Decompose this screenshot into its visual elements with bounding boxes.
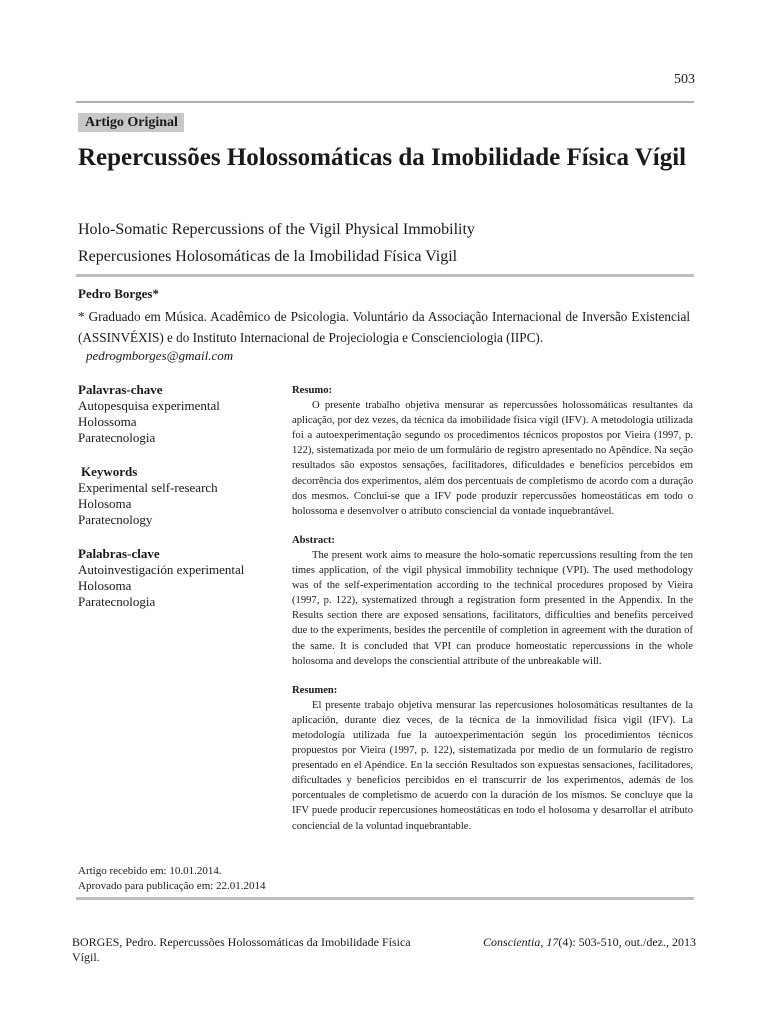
keywords-spanish [78, 546, 278, 610]
keywords-heading: Keywords [81, 464, 138, 479]
abstracts-column [292, 383, 693, 848]
subtitle-english: Holo-Somatic Repercussions of the Vigil Physical Immobility [78, 221, 475, 238]
keywords-portuguese [78, 382, 278, 446]
page-number: 503 [674, 72, 695, 87]
keyword-item: Experimental self-research [78, 480, 218, 495]
keyword-item: Paratecnologia [78, 430, 156, 445]
received-date: Artigo recebido em: 10.01.2014. [78, 865, 222, 877]
author-affiliation: * Graduado em Música. Acadêmico de Psicologia. Voluntário da Associação Internacional de Inversão Existencial (ASSINVÉXIS) e do Instituto Internacional de Projeciologia e Conscienciologia (IIPC). [78, 309, 690, 345]
keyword-item: Autopesquisa experimental [78, 398, 220, 413]
abstract-heading: Abstract: [292, 534, 335, 546]
article-dates [78, 864, 288, 894]
abstract-text: El presente trabajo objetiva mensurar las repercusiones holosomáticas resultantes de la aplicación, durante diez veces, de la técnica de la inmovilidad física vigil (IFV). La metodología utilizada fue la autoexperimentación según los procedimientos técnicos propuestos por Vieira (1997, p. 122), sistematizada por medio de un formulario de registro presentado en el Apéndice. En la sección Resultados son expuestas sensaciones, facilitadores, dificultades y beneficios percibidos en el transcurrir de los experimentos, además de los porcentuales de completismo de acuerdo con la duración de los mismos. Se concluye que la IFV puede producir repercusiones homeostáticas en todo el holosoma y desarrollar el atributo conciencial de la voluntad inquebrantable. [292, 699, 693, 832]
keyword-item: Paratecnologia [78, 594, 156, 609]
keywords-heading: Palavras-chave [78, 382, 163, 397]
author-email-link[interactable]: pedrogmborges@gmail.com [86, 348, 234, 363]
abstract-heading: Resumen: [292, 684, 338, 696]
abstract-text: O presente trabalho objetiva mensurar as repercussões holossomáticas resultantes da aplicação, por dez vezes, da técnica da imobilidade física vígil (IFV). A metodologia utilizada foi a autoexperimentação segundo os procedimentos técnicos propostos por Vieira (1997, p. 122), sistematizada por meio de um formulário de registro apresentado no Apêndice. Na seção resultados são expostos sensações, facilitadores, dificuldades e benefícios percebidos em decorrência dos experimentos, além dos percentuais de completismo de acordo com a duração dos mesmos. Conclui-se que a IFV pode produzir repercussões homeostáticas em todo o holossoma e desenvolver o atributo consciencial da vontade inquebrantável. [292, 400, 693, 517]
author-name: Pedro Borges* [78, 286, 159, 301]
article-title: Repercussões Holossomáticas da Imobilidade Física Vígil [78, 144, 687, 171]
journal-volume: 17 [546, 935, 559, 949]
header-divider [76, 101, 694, 103]
keyword-item: Holossoma [78, 414, 137, 429]
footer-divider [76, 897, 694, 900]
abstract-english [292, 533, 693, 669]
journal-name: Conscientia [483, 935, 541, 949]
footer-journal-reference: Conscientia, 17(4): 503-510, out./dez., 2013 [483, 935, 696, 949]
abstract-text: The present work aims to measure the holo-somatic repercussions resulting from the ten times application, of the vigil physical immobility technique (VPI). The used methodology was of the self-experimentation according to the technical procedures proposed by Vieira (1997, p. 122), systematized through a registration form presented in the Appendix. In the Results section there are exposed sensations, facilitators, difficulties and benefits perceived due to the experiments, besides the percentile of completion in agreement with the duration of the same. It is concluded that VPI can produce homeostatic repercussions in the whole holosoma and develops the consciential attribute of the unbreakable will. [292, 549, 693, 667]
section-badge: Artigo Original [78, 113, 184, 132]
title-divider [76, 274, 694, 277]
journal-issue-pages: (4): 503-510, out./dez., 2013 [558, 935, 696, 949]
keyword-item: Autoinvestigación experimental [78, 562, 245, 577]
keywords-heading: Palabras-clave [78, 546, 160, 561]
abstract-spanish [292, 683, 693, 834]
keyword-item: Holosoma [78, 578, 132, 593]
keyword-item: Paratecnology [78, 512, 153, 527]
subtitle-spanish: Repercusiones Holosomáticas de la Imobilidad Física Vigil [78, 248, 458, 265]
footer-citation: BORGES, Pedro. Repercussões Holossomáticas da Imobilidade Física Vígil. [72, 935, 411, 964]
abstract-heading: Resumo: [292, 385, 333, 396]
keywords-column [78, 382, 278, 628]
abstract-portuguese [292, 383, 693, 519]
approved-date: Aprovado para publicação em: 22.01.2014 [78, 880, 266, 892]
keyword-item: Holosoma [78, 496, 132, 511]
keywords-english [78, 464, 278, 528]
